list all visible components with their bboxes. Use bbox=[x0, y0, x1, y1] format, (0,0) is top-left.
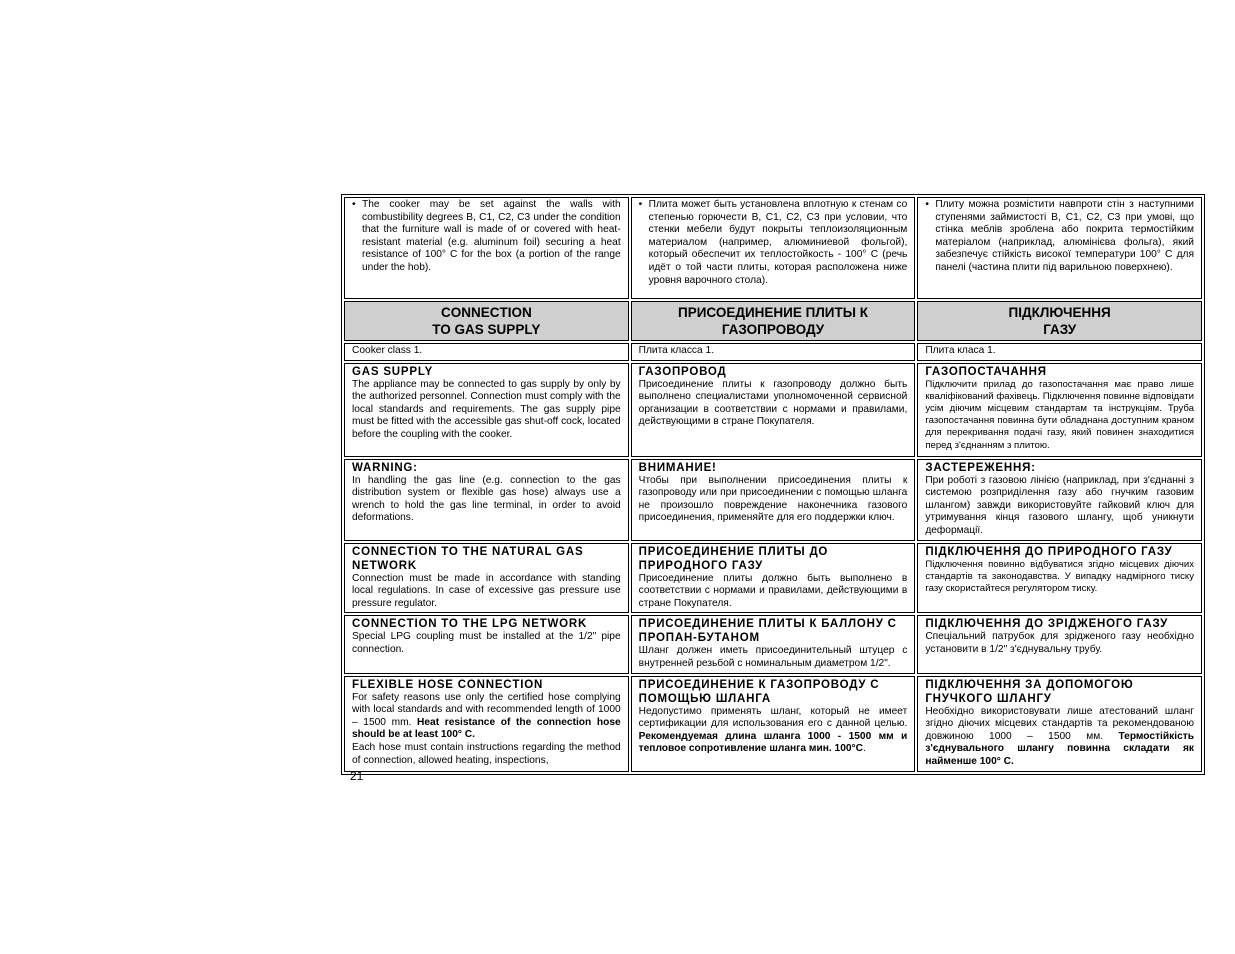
row-gas-supply bbox=[344, 363, 1202, 457]
row-intro bbox=[344, 197, 1202, 299]
bullet-icon: • bbox=[925, 199, 929, 210]
class-en: Cooker class 1. bbox=[344, 343, 629, 361]
row-warning bbox=[344, 459, 1202, 541]
natural-gas-en: CONNECTION TO THE NATURAL GAS NETWORK Connection must be made in accordance with standing local regulations. In case of excessive gas pressure use pressure regulator. bbox=[344, 543, 629, 614]
hose-en: FLEXIBLE HOSE CONNECTION For safety reasons use only the certified hose complying with local standards and with recommended length of 1000 – 1500 mm. Heat resistance of the connection hose should be at least 100° C. Each hose must contain instructions regarding the method of connection, allowed heating, inspections, bbox=[344, 676, 629, 772]
class-ru: Плита класса 1. bbox=[631, 343, 916, 361]
hose-uk: ПІДКЛЮЧЕННЯ ЗА ДОПОМОГОЮ ГНУЧКОГО ШЛАНГУ Необхідно використовувати лише атестований шланг згідно діючих місцевих стандартів та рекомендованою довжиною 1000 – 1500 мм. Термостійкість з'єднувального шлангу повинна складати як найменше 100° C. bbox=[917, 676, 1202, 772]
row-natural-gas bbox=[344, 543, 1202, 614]
class-uk: Плита класа 1. bbox=[917, 343, 1202, 361]
header-uk: ПІДКЛЮЧЕННЯ ГАЗУ bbox=[917, 301, 1202, 341]
intro-en: • The cooker may be set against the walls with combustibility degrees B, C1, C2, C3 under the condition that the furniture wall is made of or covered with heat-resistant material (e.g. aluminum foil) securing a heat resistance of 100° C for the box (a portion of the range under the hob). bbox=[344, 197, 629, 299]
bullet-icon: • bbox=[638, 199, 643, 210]
warning-ru: ВНИМАНИЕ! Чтобы при выполнении присоединения плиты к газопроводу или при присоединении с помощью шланга не произошло повреждение наконечника газового присоединения, применяйте для его поддержки ключ. bbox=[631, 459, 916, 541]
intro-uk: • Плиту можна розмістити навпроти стін з наступними ступенями займистості B, C1, C2, C3 при умові, що стінка меблів зроблена або покрита термостійким матеріалом (наприклад, алюмінієва фольга), який забезпечує стійкість високої температури 100° C для панелі (частина плити під варильною поверхнею). bbox=[917, 197, 1202, 299]
installation-table bbox=[341, 194, 1205, 775]
row-lpg bbox=[344, 615, 1202, 673]
row-section-header bbox=[344, 301, 1202, 341]
lpg-ru: ПРИСОЕДИНЕНИЕ ПЛИТЫ К БАЛЛОНУ С ПРОПАН-БУТАНОМ Шланг должен иметь присоединительный штуцер с внутренней резьбой с номинальным диаметром 1/2". bbox=[631, 615, 916, 673]
natural-gas-uk: ПІДКЛЮЧЕННЯ ДО ПРИРОДНОГО ГАЗУ Підключення повинно відбуватися згідно місцевих діючих стандартів та законодавства. У випадку надмірного тиску газу скористайтеся регулятором тиску. bbox=[917, 543, 1202, 614]
header-ru: ПРИСОЕДИНЕНИЕ ПЛИТЫ К ГАЗОПРОВОДУ bbox=[631, 301, 916, 341]
lpg-en: CONNECTION TO THE LPG NETWORK Special LPG coupling must be installed at the 1/2" pipe connection. bbox=[344, 615, 629, 673]
gas-supply-en: GAS SUPPLY The appliance may be connected to gas supply by only by the authorized personnel. Connection must comply with the local standards and requirements. The gas supply pipe must be fitted with the accessible gas shut-off cock, located before the coupling with the cooker. bbox=[344, 363, 629, 457]
gas-supply-uk: ГАЗОПОСТАЧАННЯ Підключити прилад до газопостачання має право лише кваліфікований фахівець. Підключення повинне відповідати усім діючим місцевим стандартам та інструкціям. Труба газопостачання повинна бути обладнана доступним краном для перекривання подачі газу, який повинен знаходитися перед з'єднанням з плитою. bbox=[917, 363, 1202, 457]
row-cooker-class bbox=[344, 343, 1202, 361]
warning-uk: ЗАСТЕРЕЖЕННЯ: При роботі з газовою лінією (наприклад, при з'єднанні з системою розприділення газу або гнучким газовим шлангом) завжди використовуйте гайковий ключ для утримування кінця газового шлангу, щоб уникнути деформації. bbox=[917, 459, 1202, 541]
lpg-uk: ПІДКЛЮЧЕННЯ ДО ЗРІДЖЕНОГО ГАЗУ Спеціальний патрубок для зрідженого газу необхідно установити в 1/2" з'єднувальну трубу. bbox=[917, 615, 1202, 673]
gas-supply-ru: ГАЗОПРОВОД Присоединение плиты к газопроводу должно быть выполнено специалистами уполномоченной сервисной организации в соответствии с нормами и правилами, действующими в стране Покупателя. bbox=[631, 363, 916, 457]
hose-ru: ПРИСОЕДИНЕНИЕ К ГАЗОПРОВОДУ С ПОМОЩЬЮ ШЛАНГА Недопустимо применять шланг, который не имеет сертификации для использования его с данной целью. Рекомендуемая длина шланга 1000 - 1500 мм и тепловое сопротивление шланга мин. 100°C. bbox=[631, 676, 916, 772]
natural-gas-ru: ПРИСОЕДИНЕНИЕ ПЛИТЫ ДО ПРИРОДНОГО ГАЗУ Присоединение плиты должно быть выполнено в соответствии с нормами и правилами, действующими в стране Покупателя. bbox=[631, 543, 916, 614]
row-flexible-hose bbox=[344, 676, 1202, 772]
bullet-icon: • bbox=[352, 199, 356, 210]
intro-ru: • Плита может быть установлена вплотную к стенам со степенью горючести B, C1, C2, C3 при условии, что стенки мебели будут покрыты теплоизоляционным материалом (например, алюминиевой фольгой), который обеспечит их теплостойкость - 100° C (речь идёт о той части плиты, которая расположена ниже уровня варочного стола). bbox=[631, 197, 916, 299]
header-en: CONNECTION TO GAS SUPPLY bbox=[344, 301, 629, 341]
warning-en: WARNING: In handling the gas line (e.g. connection to the gas distribution system or flexible gas hose) always use a wrench to hold the gas line terminal, in order to avoid deformations. bbox=[344, 459, 629, 541]
page-number: 21 bbox=[350, 769, 364, 783]
